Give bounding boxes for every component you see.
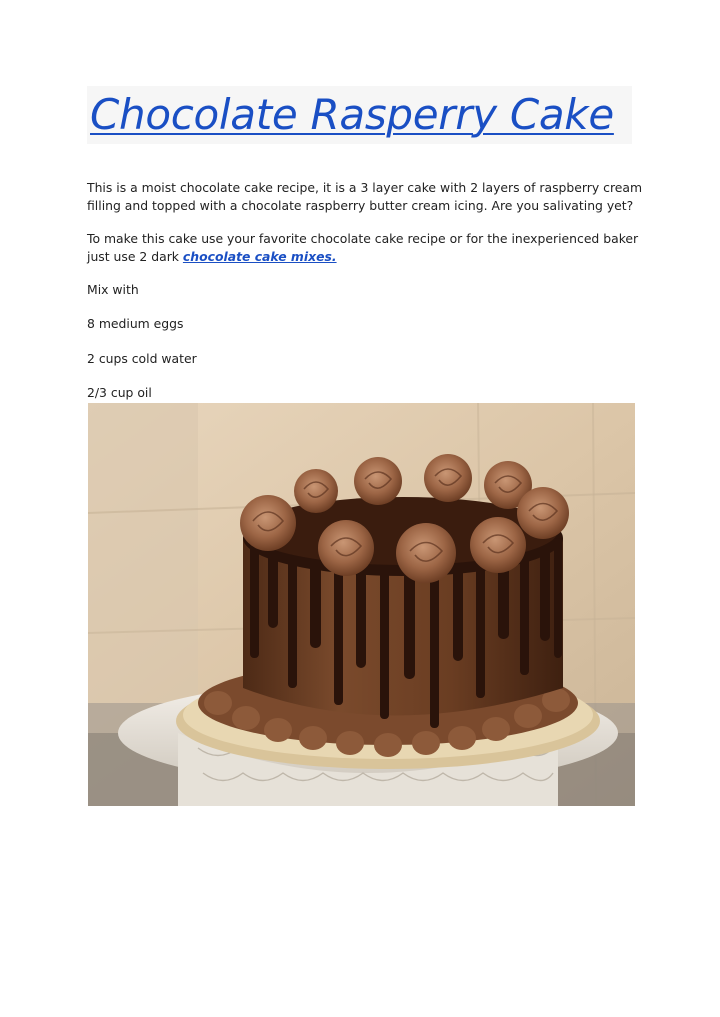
instructions-paragraph bbox=[87, 230, 647, 266]
title-banner bbox=[87, 86, 632, 144]
intro-line-2: filling and topped with a chocolate raspberry butter cream icing. Are you salivating yet? bbox=[87, 198, 634, 213]
intro-line-1: This is a moist chocolate cake recipe, it is a 3 layer cake with 2 layers of raspberry cream bbox=[87, 180, 643, 195]
ingredient-water: 2 cups cold water bbox=[87, 351, 197, 366]
ingredient-mix-with: Mix with bbox=[87, 282, 139, 297]
cake-photo bbox=[88, 403, 635, 806]
ingredient-oil: 2/3 cup oil bbox=[87, 385, 152, 400]
page-title: Chocolate Rasperry Cake bbox=[90, 90, 614, 139]
ingredient-eggs: 8 medium eggs bbox=[87, 316, 184, 331]
instructions-line-2-prefix: just use 2 dark bbox=[87, 249, 183, 264]
chocolate-cake-mixes-link[interactable]: chocolate cake mixes. bbox=[182, 249, 337, 264]
instructions-line-2 bbox=[87, 248, 647, 266]
instructions-line-1: To make this cake use your favorite chocolate cake recipe or for the inexperienced baker bbox=[87, 231, 639, 246]
intro-paragraph bbox=[87, 179, 647, 215]
